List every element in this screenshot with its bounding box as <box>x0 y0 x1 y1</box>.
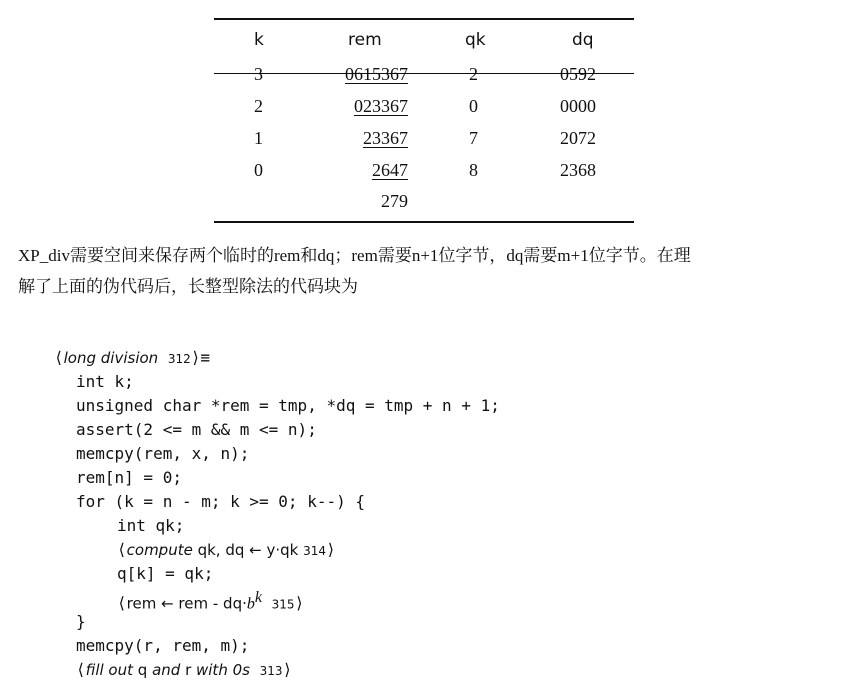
cell-k: 1 <box>254 128 263 148</box>
cell-rem: 0615367 <box>345 64 408 84</box>
code-line: int qk; <box>117 516 185 535</box>
paragraph-line: XP_div需要空间来保存两个临时的rem和dq；rem需要n+1位字节，dq需要m+1位字节。在理 <box>18 246 691 265</box>
cell-dq: 2072 <box>560 128 596 148</box>
cell-dq: 0592 <box>560 64 596 84</box>
table-top-rule <box>214 18 634 20</box>
col-header-dq: dq <box>572 30 594 50</box>
code-line: q[k] = qk; <box>117 564 214 583</box>
chunk-reference-compute: ⟨compute qk, dq ← y·qk 314⟩ <box>117 540 336 559</box>
code-line: memcpy(r, rem, m); <box>76 636 250 655</box>
code-line: int k; <box>76 372 134 391</box>
chunk-definition-header: ⟨long division 312⟩≡ <box>54 348 211 367</box>
cell-qk: 7 <box>469 128 478 148</box>
cell-qk: 8 <box>469 160 478 180</box>
cell-k: 0 <box>254 160 263 180</box>
chunk-reference-rem: ⟨rem ← rem - $dq\cdot b^k$ 315⟩ <box>117 589 305 613</box>
code-line: for (k = n - m; k >= 0; k--) { <box>76 492 365 511</box>
cell-dq: 2368 <box>560 160 596 180</box>
paragraph-line: 解了上面的伪代码后，长整型除法的代码块为 <box>18 277 358 296</box>
chunk-reference-fill: ⟨fill out q and r with 0s 313⟩ <box>76 660 293 679</box>
code-chunk <box>54 346 834 682</box>
col-header-k: k <box>254 30 264 50</box>
cell-qk: 0 <box>469 96 478 116</box>
cell-k: 2 <box>254 96 263 116</box>
table-bottom-rule <box>214 221 634 223</box>
cell-dq: 0000 <box>560 96 596 116</box>
code-line: assert(2 <= m && m <= n); <box>76 420 317 439</box>
cell-k: 3 <box>254 64 263 84</box>
code-line: unsigned char *rem = tmp, *dq = tmp + n + 1; <box>76 396 500 415</box>
col-header-qk: qk <box>465 30 486 50</box>
col-header-rem: rem <box>348 30 382 50</box>
cell-qk: 2 <box>469 64 478 84</box>
cell-rem: 2647 <box>372 160 408 180</box>
code-line: } <box>76 612 86 631</box>
code-line: memcpy(rem, x, n); <box>76 444 250 463</box>
code-line: rem[n] = 0; <box>76 468 182 487</box>
body-paragraph <box>18 240 838 302</box>
final-remainder: 279 <box>381 191 408 211</box>
chunk-number: 312 <box>167 352 191 366</box>
cell-rem: 023367 <box>354 96 408 116</box>
chunk-name: long division <box>63 349 159 367</box>
cell-rem: 23367 <box>363 128 408 148</box>
